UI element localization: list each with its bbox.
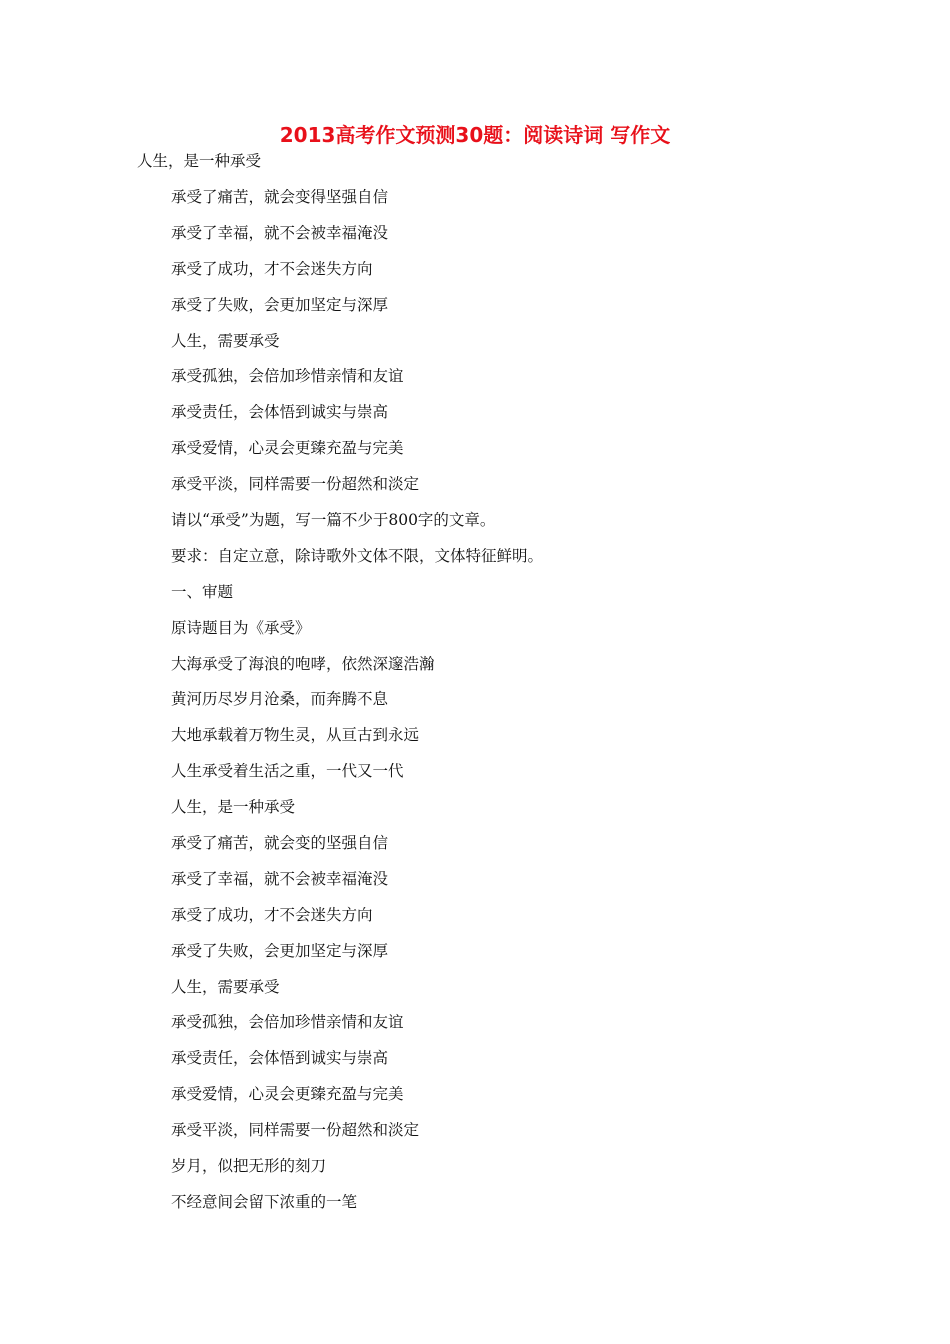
body-line: 承受了成功，才不会迷失方向 xyxy=(171,259,373,278)
poem-first-line: 人生，是一种承受 xyxy=(137,152,262,170)
body-line: 承受了痛苦，就会变得坚强自信 xyxy=(171,188,389,206)
body-line: 承受了成功，才不会迷失方向 xyxy=(171,905,373,924)
body-line: 黄河历尽岁月沧桑，而奔腾不息 xyxy=(171,690,389,709)
body-line: 岁月，似把无形的刻刀 xyxy=(171,1157,327,1176)
body-line: 承受了幸福，就不会被幸福淹没 xyxy=(171,223,389,242)
body-line: 要求：自定立意，除诗歌外文体不限，文体特征鲜明。 xyxy=(171,546,544,565)
body-line: 承受平淡，同样需要一份超然和淡定 xyxy=(171,475,420,494)
body-line: 请以“承受”为题，写一篇不少于800字的文章。 xyxy=(171,511,496,530)
body-line: 承受平淡，同样需要一份超然和淡定 xyxy=(171,1121,420,1140)
section-heading: 一、审题 xyxy=(171,582,234,601)
body-line: 承受孤独，会倍加珍惜亲情和友谊 xyxy=(171,367,404,386)
body-line: 承受责任，会体悟到诚实与崇高 xyxy=(171,403,389,422)
body-line: 不经意间会留下浓重的一笔 xyxy=(171,1192,358,1211)
body-line: 人生，需要承受 xyxy=(171,331,280,350)
body-line: 承受责任，会体悟到诚实与崇高 xyxy=(171,1049,389,1068)
body-line: 承受爱情，心灵会更臻充盈与完美 xyxy=(171,439,404,458)
body-lines xyxy=(171,184,543,1225)
body-line: 人生承受着生活之重，一代又一代 xyxy=(171,762,404,781)
body-line: 承受了痛苦，就会变的坚强自信 xyxy=(171,834,389,853)
body-line: 大海承受了海浪的咆哮，依然深邃浩瀚 xyxy=(171,654,435,673)
body-line: 大地承载着万物生灵，从亘古到永远 xyxy=(171,726,420,745)
body-line: 原诗题目为《承受》 xyxy=(171,618,311,637)
body-line: 承受了失败，会更加坚定与深厚 xyxy=(171,941,389,960)
body-line: 承受了幸福，就不会被幸福淹没 xyxy=(171,869,389,888)
body-line: 承受孤独，会倍加珍惜亲情和友谊 xyxy=(171,1013,404,1032)
body-line: 承受了失败，会更加坚定与深厚 xyxy=(171,295,389,314)
body-line: 人生，需要承受 xyxy=(171,977,280,996)
body-line: 人生，是一种承受 xyxy=(171,798,296,817)
body-line: 承受爱情，心灵会更臻充盈与完美 xyxy=(171,1085,404,1104)
document-title: 2013高考作文预测30题：阅读诗词 写作文 xyxy=(279,123,671,147)
